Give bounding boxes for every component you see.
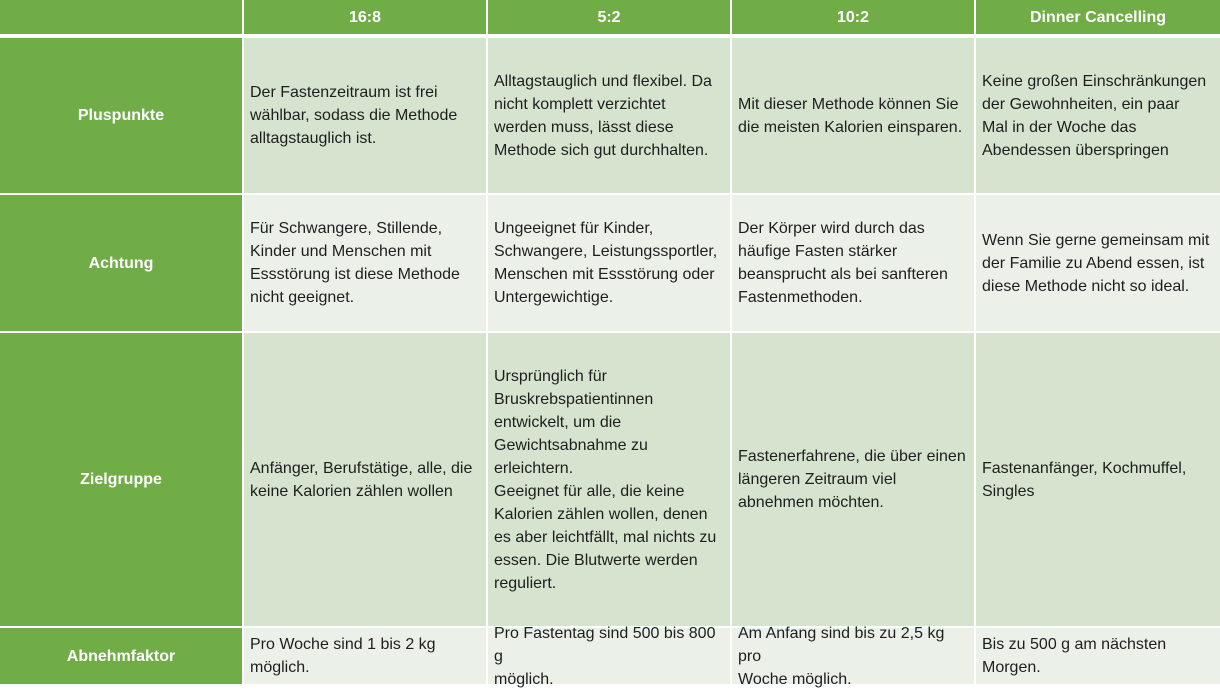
column-header-5-2: 5:2 [488, 0, 732, 38]
table-cell: Der Fastenzeitraum ist frei wählbar, sodass die Methode alltagstauglich ist. [244, 38, 488, 195]
row-label-abnehmfaktor: Abnehmfaktor [0, 628, 244, 686]
table-corner-cell [0, 0, 244, 38]
table-cell: Ursprünglich für Bruskrebspatientinnen entwickelt, um die Gewichtsabnahme zu erleichtern. Geeignet für alle, die keine Kalorien zählen wollen, denen es aber leichtfällt, mal nichts zu essen. Die Blutwerte werden reguliert. [488, 333, 732, 628]
table-cell: Für Schwangere, Stillende, Kinder und Menschen mit Essstörung ist diese Methode nicht geeignet. [244, 195, 488, 333]
table-cell: Fastenerfahrene, die über einen längeren Zeitraum viel abnehmen möchten. [732, 333, 976, 628]
column-header-10-2: 10:2 [732, 0, 976, 38]
table-cell: Am Anfang sind bis zu 2,5 kg pro Woche möglich. [732, 628, 976, 686]
table-cell: Alltagstauglich und flexibel. Da nicht komplett verzichtet werden muss, lässt diese Methode sich gut durchhalten. [488, 38, 732, 195]
row-label-achtung: Achtung [0, 195, 244, 333]
table-cell: Anfänger, Berufstätige, alle, die keine Kalorien zählen wollen [244, 333, 488, 628]
column-header-dinner-cancelling: Dinner Cancelling [976, 0, 1220, 38]
table-cell: Fastenanfänger, Kochmuffel, Singles [976, 333, 1220, 628]
table-cell: Keine großen Einschränkungen der Gewohnheiten, ein paar Mal in der Woche das Abendessen überspringen [976, 38, 1220, 195]
table-cell: Ungeeignet für Kinder, Schwangere, Leistungssportler, Menschen mit Essstörung oder Untergewichtige. [488, 195, 732, 333]
table-cell: Pro Woche sind 1 bis 2 kg möglich. [244, 628, 488, 686]
table-cell: Mit dieser Methode können Sie die meisten Kalorien einsparen. [732, 38, 976, 195]
table-cell: Wenn Sie gerne gemeinsam mit der Familie zu Abend essen, ist diese Methode nicht so ideal. [976, 195, 1220, 333]
row-label-zielgruppe: Zielgruppe [0, 333, 244, 628]
column-header-16-8: 16:8 [244, 0, 488, 38]
table-cell: Der Körper wird durch das häufige Fasten stärker beansprucht als bei sanfteren Fastenmethoden. [732, 195, 976, 333]
table-cell: Pro Fastentag sind 500 bis 800 g möglich. [488, 628, 732, 686]
table-cell: Bis zu 500 g am nächsten Morgen. [976, 628, 1220, 686]
row-label-pluspunkte: Pluspunkte [0, 38, 244, 195]
